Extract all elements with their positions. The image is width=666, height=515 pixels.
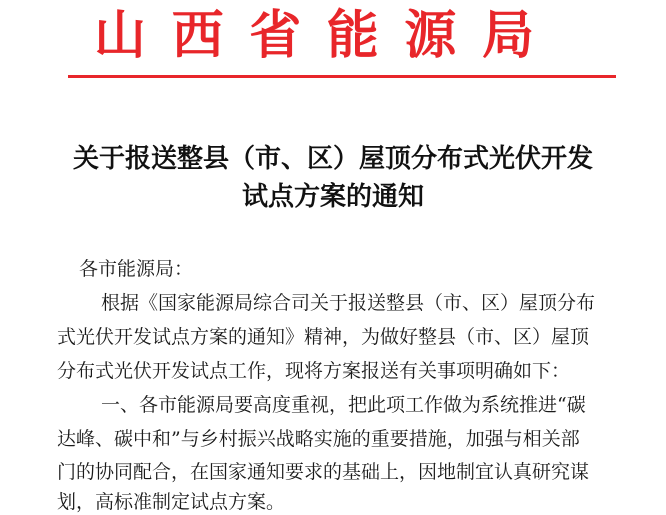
letterhead-char: 局 [481, 5, 534, 66]
paragraph-2-line-4: 划，高标准制定试点方案。 [57, 491, 286, 513]
letterhead-char: 源 [404, 5, 457, 66]
letterhead-divider [68, 75, 616, 78]
letterhead-char: 山 [94, 5, 147, 66]
salutation: 各市能源局： [79, 258, 194, 280]
letterhead-char: 能 [326, 5, 379, 66]
paragraph-1-line-2: 式光伏开发试点方案的通知》精神，为做好整县（市、区）屋顶 [57, 326, 590, 348]
document-title-line-1: 关于报送整县（市、区）屋顶分布式光伏开发 [72, 144, 593, 174]
paragraph-2-line-2: 达峰、碳中和”与乡村振兴战略实施的重要措施，加强与相关部 [57, 428, 580, 450]
paragraph-2-line-1: 一、各市能源局要高度重视，把此项工作做为系统推进“碳 [101, 394, 586, 416]
document-title-line-2: 试点方案的通知 [241, 182, 424, 212]
paragraph-2-line-3: 门的协同配合，在国家通知要求的基础上，因地制宜认真研究谋 [57, 461, 590, 483]
letterhead-title [94, 4, 534, 68]
letterhead-char: 西 [171, 5, 224, 66]
paragraph-1-line-3: 分布式光伏开发试点工作，现将方案报送有关事项明确如下： [57, 360, 571, 382]
letterhead-char: 省 [249, 5, 302, 66]
paragraph-1-line-1: 根据《国家能源局综合司关于报送整县（市、区）屋顶分布 [101, 292, 596, 314]
